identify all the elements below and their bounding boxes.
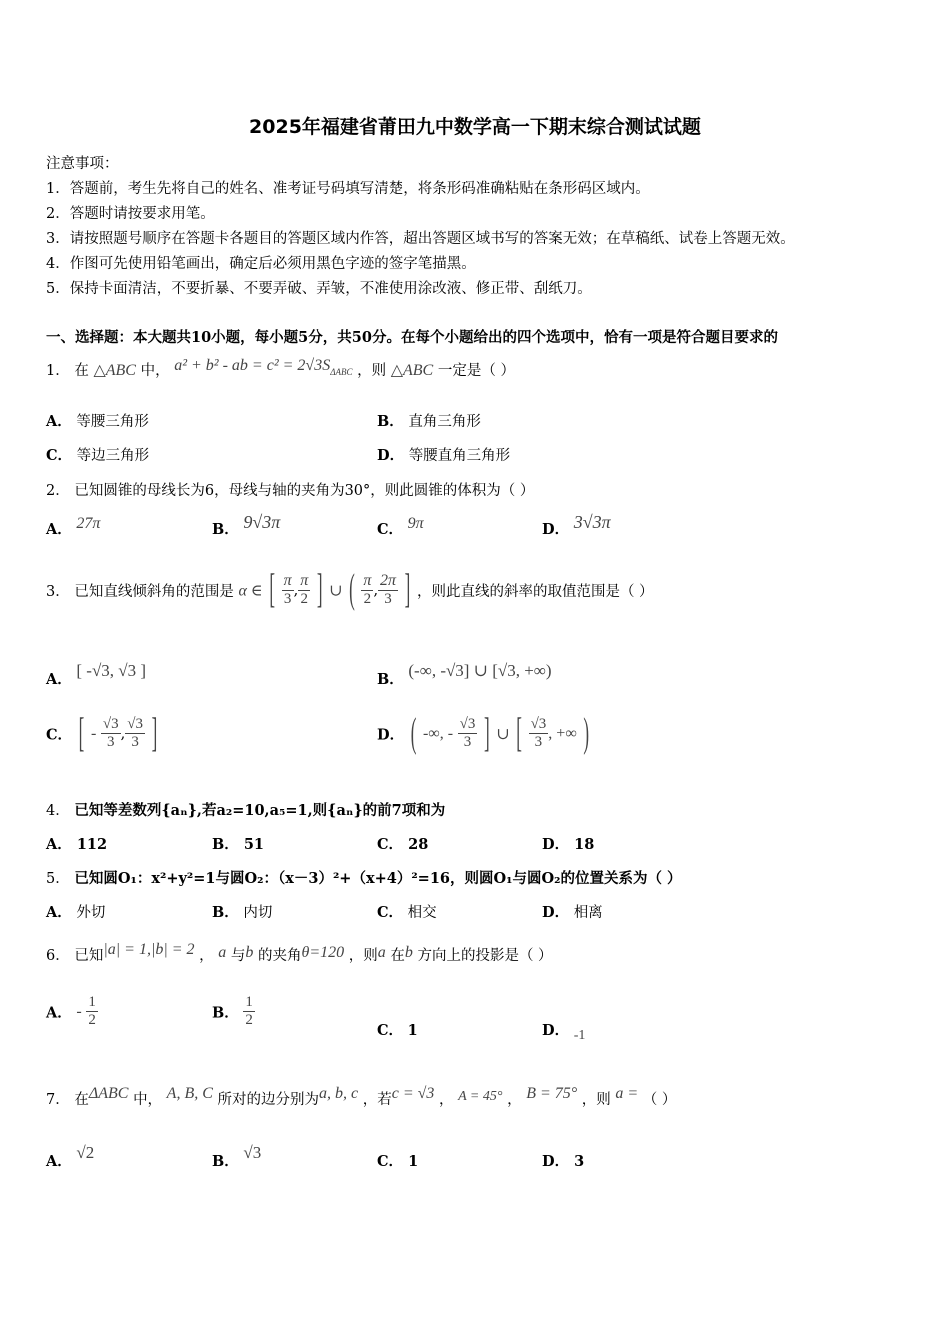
option-c[interactable]: C． [ - $\frac{√3}{3}$ , $\frac{√3}{3}$ ] — [46, 716, 159, 752]
option-c[interactable] — [46, 444, 149, 465]
question-text: ， — [199, 948, 214, 964]
math-expression: △ABC — [390, 362, 434, 379]
fraction: $\frac{√3}{3}$ — [127, 716, 143, 751]
option-text: 9√3π — [243, 512, 281, 532]
option-d[interactable] — [542, 1150, 584, 1171]
option-a[interactable] — [46, 994, 98, 1030]
option-text: 相交 — [407, 905, 437, 921]
option-text: 9π — [407, 515, 424, 532]
option-b[interactable] — [212, 833, 264, 854]
option-text: 等边三角形 — [76, 448, 150, 464]
option-a[interactable] — [46, 410, 149, 431]
fraction: $\frac{√3}{3}$ — [530, 716, 547, 751]
option-label: D． — [542, 836, 570, 853]
question-text: 方向上的投影是（ ） — [417, 948, 553, 964]
math-expression: △ABC — [93, 362, 136, 379]
math-expression: α ∈ — [238, 582, 263, 600]
option-text: 51 — [243, 836, 265, 853]
question-number: 5． — [46, 871, 70, 887]
option-b[interactable] — [377, 661, 552, 689]
math-expression: ΔABC — [88, 1085, 129, 1102]
fraction: $\frac{\pi}{3}$ — [283, 572, 292, 608]
bracket: [ — [516, 709, 522, 756]
question-text: ，若 — [362, 1092, 392, 1108]
question-text: ， — [507, 1092, 522, 1108]
option-label: D． — [377, 726, 405, 744]
option-a[interactable] — [46, 833, 107, 854]
math-expression: - — [76, 1002, 82, 1020]
bracket: ) — [583, 709, 590, 756]
question-4 — [46, 799, 445, 820]
option-text: 18 — [574, 836, 595, 853]
option-c[interactable] — [377, 901, 437, 922]
fraction: $\frac{1}{2}$ — [245, 994, 253, 1029]
option-text: 等腰三角形 — [76, 414, 149, 430]
fraction: $\frac{1}{2}$ — [88, 994, 96, 1029]
note-item: 4．作图可先使用铅笔画出，确定后必须用黑色字迹的签字笔描黑。 — [46, 256, 476, 272]
option-text: √2 — [76, 1143, 95, 1162]
question-text: 的夹角 — [257, 948, 302, 964]
question-6 — [46, 941, 553, 965]
option-label: A． — [46, 904, 72, 921]
question-text: ，则 — [581, 1092, 611, 1108]
option-label: C． — [377, 904, 404, 921]
option-label: B． — [212, 1153, 239, 1170]
fraction: $\frac{2\pi}{3}$ — [380, 572, 397, 608]
option-b[interactable] — [212, 1143, 262, 1171]
option-c[interactable] — [377, 515, 424, 539]
option-d[interactable] — [377, 709, 591, 756]
option-label: B． — [212, 1004, 239, 1022]
option-label: C． — [46, 726, 73, 744]
question-text: 已知等差数列{aₙ},若a₂=10,a₅=1,则{aₙ}的前7项和为 — [74, 802, 446, 819]
option-label: D． — [542, 521, 570, 538]
note-item: 1．答题前，考生先将自己的姓名、准考证号码填写清楚，将条形码准确粘贴在条形码区域内。 — [46, 181, 650, 197]
math-expression: -∞, - — [422, 724, 454, 742]
notes-heading: 注意事项： — [46, 156, 119, 172]
option-a[interactable] — [46, 515, 101, 539]
question-1 — [46, 359, 515, 380]
bracket: ( — [410, 709, 417, 756]
question-text: 在 — [390, 948, 405, 964]
option-label: B． — [212, 836, 239, 853]
math-expression: B = 75° — [526, 1085, 578, 1102]
option-label: C． — [46, 447, 73, 464]
option-text: 3√3π — [573, 512, 611, 532]
question-number: 1． — [46, 363, 70, 379]
option-b[interactable] — [377, 410, 481, 431]
bracket: [ — [78, 709, 85, 756]
option-label: B． — [377, 413, 404, 430]
question-text: ， — [439, 1092, 454, 1108]
option-text: 内切 — [243, 905, 273, 921]
option-text: (-∞, -√3] ∪ [√3, +∞) — [408, 661, 552, 680]
option-label: C． — [377, 1153, 404, 1170]
option-a[interactable] — [46, 1143, 95, 1171]
option-label: D． — [542, 1022, 570, 1039]
option-d[interactable] — [542, 1019, 586, 1043]
option-b[interactable] — [212, 512, 281, 539]
question-text: 中， — [133, 1092, 163, 1108]
question-text: 中， — [140, 363, 170, 379]
fraction: $\frac{√3}{3}$ — [459, 716, 476, 751]
fraction: $\frac{\pi}{2}$ — [300, 572, 309, 608]
question-text: 已知直线倾斜角的范围是 — [74, 583, 234, 600]
question-text: ，则 — [348, 948, 378, 964]
question-5 — [46, 867, 682, 888]
option-text: 直角三角形 — [408, 414, 481, 430]
note-item: 5．保持卡面清洁，不要折暴、不要弄破、弄皱，不准使用涂改液、修正带、刮纸刀。 — [46, 281, 592, 297]
math-expression: a² + b² - ab = c² = 2√3S — [174, 357, 331, 374]
section-heading: 一、选择题：本大题共10小题，每小题5分，共50分。在每个小题给出的四个选项中，恰有一项是符合题目要求的 — [46, 329, 778, 346]
option-text: 1 — [408, 1153, 419, 1170]
bracket: ] — [316, 566, 323, 612]
question-2 — [46, 479, 534, 500]
math-expression: a — [218, 944, 227, 961]
question-number: 6． — [46, 948, 70, 964]
question-number: 7． — [46, 1092, 70, 1108]
option-a[interactable] — [46, 661, 147, 689]
page-title: 2025年福建省莆田九中数学高一下期末综合测试试题 — [249, 116, 701, 138]
option-label: A． — [46, 413, 72, 430]
question-text: 已知圆O₁：x²+y²=1与圆O₂：（x－3）²+（x+4）²=16，则圆O₁与圆O₂的位置关系为（ ） — [74, 870, 682, 887]
option-label: C． — [377, 836, 404, 853]
fraction: $\frac{√3}{3}$ — [102, 716, 119, 751]
question-number: 4． — [46, 803, 70, 819]
bracket: ] — [483, 709, 490, 756]
math-expression: b — [245, 944, 254, 961]
math-expression: b — [404, 944, 413, 961]
math-expression: a — [377, 944, 386, 961]
math-expression: A = 45° — [458, 1089, 503, 1104]
option-label: D． — [377, 447, 405, 464]
question-number: 2． — [46, 483, 70, 499]
option-d[interactable] — [377, 444, 510, 465]
question-text: （ ） — [642, 1092, 677, 1108]
note-item: 2．答题时请按要求用笔。 — [46, 206, 215, 222]
bracket: ] — [404, 566, 411, 612]
question-text: 在 — [74, 363, 89, 379]
math-expression: a, b, c — [319, 1085, 359, 1102]
option-label: B． — [212, 904, 239, 921]
option-b[interactable] — [212, 994, 255, 1030]
option-label: B． — [212, 521, 239, 538]
option-c[interactable] — [377, 1019, 418, 1040]
question-text: 在 — [74, 1092, 89, 1108]
math-expression: , +∞ — [548, 724, 577, 742]
option-c[interactable] — [377, 833, 428, 854]
option-text: [ -√3, √3 ] — [76, 661, 147, 680]
option-label: A． — [46, 1004, 72, 1022]
note-item: 3．请按照题号顺序在答题卡各题目的答题区域内作答，超出答题区域书写的答案无效；在草稿纸、试卷上答题无效。 — [46, 231, 795, 247]
option-d[interactable] — [542, 901, 603, 922]
question-7 — [46, 1085, 677, 1109]
union-symbol: ∪ — [496, 725, 510, 743]
question-text: ，则 — [357, 363, 387, 379]
option-label: A． — [46, 1153, 72, 1170]
math-subscript: ΔABC — [330, 367, 353, 377]
math-expression: A, B, C — [166, 1085, 213, 1102]
option-text: 27π — [76, 515, 101, 532]
math-expression: a = — [615, 1085, 639, 1102]
option-text: 1 — [407, 1022, 418, 1039]
bracket: ] — [151, 709, 158, 756]
option-text: 112 — [76, 836, 108, 853]
math-expression: c = √3 — [391, 1085, 435, 1102]
union-symbol: ∪ — [329, 582, 343, 600]
question-3: 3． 已知直线倾斜角的范围是 α ∈ [ $\frac{\pi}{3}$ , $\frac{\pi}{2}$ ] ∪ ( $\frac{\pi}{2}$ , $\frac{2\pi}{3}$ ] ，则此直线的斜率的取值范围是（ ） — [46, 572, 654, 609]
question-text: 已知圆锥的母线长为6，母线与轴的夹角为30°，则此圆锥的体积为（ ） — [74, 483, 535, 499]
math-expression: - — [90, 724, 97, 742]
option-b[interactable] — [212, 901, 272, 922]
question-number: 3． — [46, 583, 70, 600]
question-text: 与 — [230, 948, 246, 964]
fraction: $\frac{\pi}{2}$ — [363, 572, 372, 608]
question-text: ，则此直线的斜率的取值范围是（ ） — [416, 583, 654, 600]
math-expression: θ=120 — [301, 944, 345, 961]
option-label: C． — [377, 1022, 404, 1039]
option-text: -1 — [573, 1028, 586, 1043]
option-text: 外切 — [76, 905, 106, 921]
option-text: 等腰直角三角形 — [408, 448, 511, 464]
option-c[interactable] — [377, 1150, 418, 1171]
option-a[interactable] — [46, 901, 105, 922]
option-label: A． — [46, 836, 72, 853]
question-text: 已知 — [74, 948, 104, 964]
option-text: √3 — [243, 1143, 262, 1162]
option-label: A． — [46, 671, 72, 688]
option-label: D． — [542, 904, 570, 921]
question-text: 所对的边分别为 — [217, 1092, 319, 1108]
option-text: 相离 — [573, 905, 603, 921]
bracket: ( — [349, 566, 355, 612]
option-text: 28 — [408, 836, 429, 853]
option-text: 3 — [574, 1153, 585, 1170]
option-label: A． — [46, 521, 72, 538]
option-label: B． — [377, 671, 404, 688]
option-d[interactable] — [542, 512, 611, 539]
question-text: 一定是（ ） — [437, 363, 515, 379]
option-d[interactable] — [542, 833, 594, 854]
bracket: [ — [269, 566, 275, 612]
option-label: C． — [377, 521, 404, 538]
option-label: D． — [542, 1153, 570, 1170]
math-expression: |a| = 1,|b| = 2 — [103, 941, 195, 958]
